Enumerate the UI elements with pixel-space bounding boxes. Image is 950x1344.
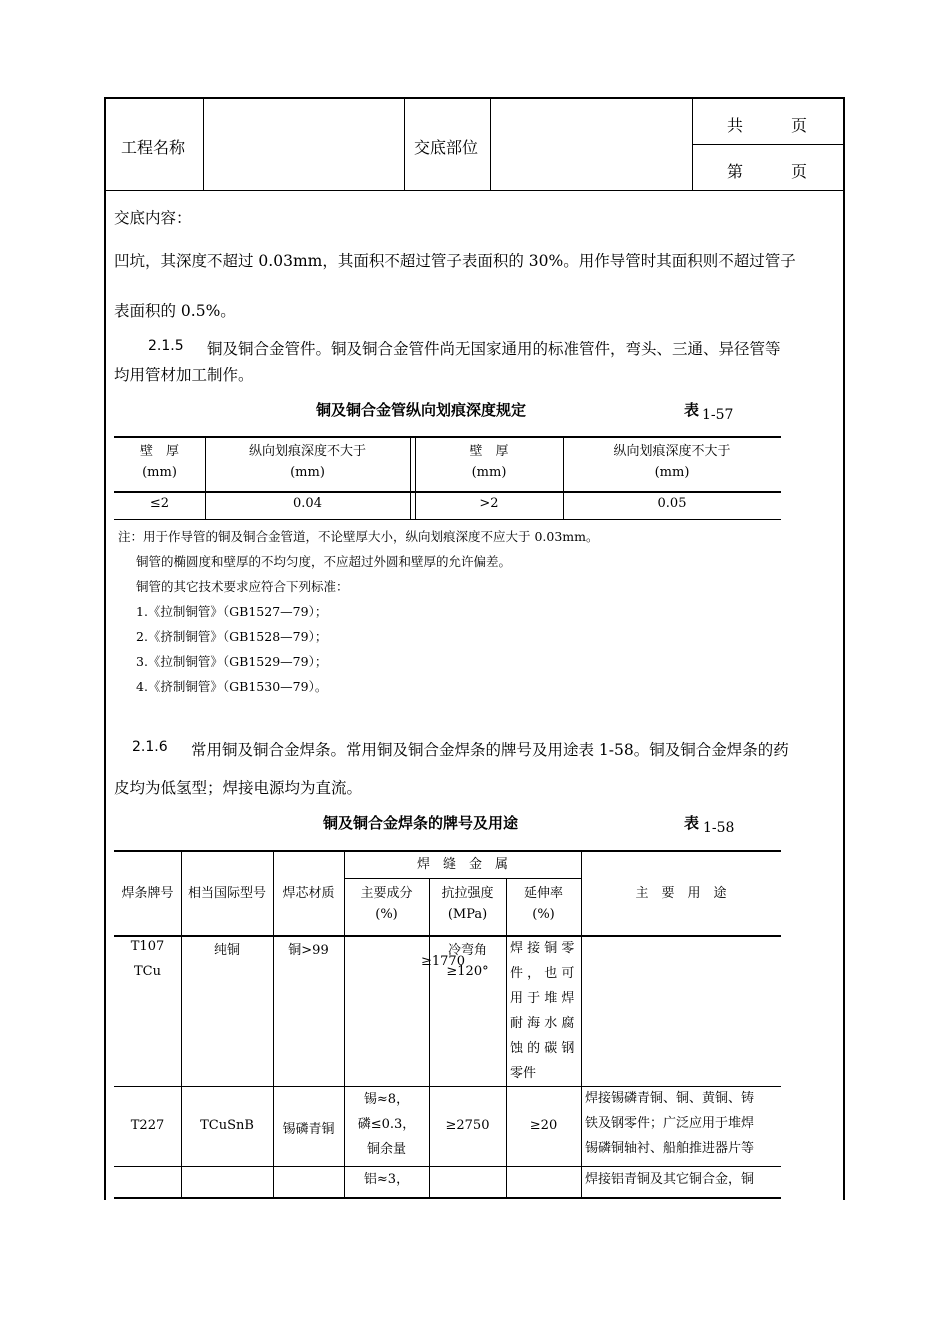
- column-header: 焊芯材质: [282, 886, 335, 901]
- cell-line: 磷≤0.3，: [357, 1117, 416, 1132]
- column-header: 相当国际型号: [187, 886, 266, 901]
- standard-item: 2.《挤制铜管》（GB1528—79）；: [136, 629, 328, 644]
- table-rule: [114, 436, 781, 438]
- column-header: 延伸率: [523, 886, 563, 901]
- column-group-header: 焊 缝 金 属: [416, 857, 508, 872]
- table-number: 1-57: [702, 407, 734, 423]
- cell-line: 蚀 的 碳 钢: [510, 1041, 575, 1056]
- column-header: 主 要 用 途: [635, 886, 727, 901]
- table-note: 注：用于作导管的铜及铜合金管道，不论壁厚大小，纵向划痕深度不应大于 0.03mm。: [118, 529, 599, 544]
- table-rule: [114, 935, 781, 937]
- table-cell: 锡磷青铜: [282, 1122, 335, 1137]
- column-header: 抗拉强度: [441, 886, 494, 901]
- header-divider: [404, 98, 405, 190]
- table-rule: [429, 878, 430, 1198]
- cell-line: 零件: [510, 1066, 537, 1081]
- column-header: 壁 厚: [469, 444, 509, 459]
- table-cell: ≥20: [529, 1118, 558, 1133]
- cell-line: 锡≈8，: [363, 1092, 410, 1107]
- table-cell: 铜>99: [288, 943, 329, 958]
- header-divider: [692, 144, 845, 145]
- paragraph-line: 表面积的 0.5%。: [114, 302, 236, 320]
- header-bottom-line: [105, 190, 845, 191]
- cell-line: 耐 海 水 腐: [510, 1016, 575, 1031]
- table-cell: 冷弯角: [447, 943, 487, 958]
- cell-line: 件 ， 也 可: [510, 966, 575, 981]
- table-cell: T107: [130, 939, 165, 954]
- table-rule: [181, 850, 182, 1198]
- handover-part-label: 交底部位: [414, 138, 479, 157]
- project-name-label: 工程名称: [121, 138, 186, 157]
- table-cell: T227: [130, 1118, 165, 1133]
- column-header: 壁 厚: [139, 444, 179, 459]
- paragraph-line: 皮均为低氢型；焊接电源均为直流。: [114, 779, 363, 797]
- table-cell: ≥1770: [421, 954, 465, 969]
- column-header-unit: (%): [375, 907, 398, 922]
- header-divider: [203, 98, 204, 190]
- page-number: 第 页: [727, 162, 808, 181]
- table-cell: ≥120°: [446, 964, 489, 979]
- table-cell: TCu: [134, 964, 161, 979]
- column-header: 主要成分: [360, 886, 413, 901]
- note-line: 铜管的其它技术要求应符合下列标准：: [136, 579, 349, 594]
- column-header-unit: (mm): [654, 465, 690, 480]
- table-cell: ≤2: [149, 496, 170, 511]
- table-title: 铜及铜合金焊条的牌号及用途: [323, 814, 519, 832]
- cell-line: 用 于 堆 焊: [510, 991, 575, 1006]
- cell-line: 锡磷铜轴衬、船舶推进器片等: [585, 1141, 755, 1156]
- table-rule: [114, 519, 781, 520]
- table-cell: [585, 1086, 781, 1161]
- note-line: 铜管的椭圆度和壁厚的不均匀度，不应超过外圆和壁厚的允许偏差。: [136, 554, 512, 569]
- column-header-unit: (mm): [290, 465, 325, 480]
- table-rule: [506, 878, 507, 1198]
- column-header: 焊条牌号: [121, 886, 174, 901]
- table-rule: [410, 436, 411, 520]
- cell-line: 焊接锡磷青铜、铜、黄铜、铸: [585, 1091, 755, 1106]
- table-label: 表: [684, 814, 700, 832]
- table-rule: [114, 850, 781, 852]
- table-cell: >2: [479, 496, 499, 511]
- column-header-unit: (mm): [471, 465, 507, 480]
- column-header-unit: (mm): [142, 465, 177, 480]
- paragraph-line: 均用管材加工制作。: [114, 366, 254, 384]
- table-cell: 0.05: [657, 496, 687, 511]
- table-cell: 焊接铝青铜及其它铜合金，铜: [585, 1172, 755, 1187]
- content-label: 交底内容：: [114, 209, 192, 227]
- table-rule: [114, 1166, 781, 1167]
- table-cell: TCuSnB: [200, 1118, 254, 1133]
- table-rule: [581, 850, 582, 1198]
- column-header: 纵向划痕深度不大于: [613, 444, 731, 459]
- section-number: 2.1.6: [132, 739, 168, 755]
- table-title: 铜及铜合金管纵向划痕深度规定: [316, 401, 527, 419]
- table-cell: 0.04: [293, 496, 322, 511]
- column-header-unit: (MPa): [447, 907, 488, 922]
- table-cell: [510, 936, 580, 1086]
- table-rule: [273, 850, 274, 1198]
- cell-line: 焊 接 铜 零: [510, 941, 575, 956]
- paragraph-line: 常用铜及铜合金焊条。常用铜及铜合金焊条的牌号及用途表 1-58。铜及铜合金焊条的药: [191, 741, 789, 759]
- standard-item: 1.《拉制铜管》（GB1527—79）；: [136, 604, 328, 619]
- header-divider: [490, 98, 491, 190]
- table-cell: ≥2750: [445, 1118, 490, 1133]
- table-number: 1-58: [703, 820, 735, 836]
- standard-item: 3.《拉制铜管》（GB1529—79）；: [136, 654, 328, 669]
- paragraph-line: 铜及铜合金管件。铜及铜合金管件尚无国家通用的标准管件，弯头、三通、异径管等: [207, 340, 781, 358]
- section-number: 2.1.5: [148, 338, 184, 354]
- column-header-unit: (%): [532, 907, 555, 922]
- paragraph-line: 凹坑，其深度不超过 0.03mm，其面积不超过管子表面积的 30%。用作导管时其面积则不超过管子: [114, 252, 796, 270]
- table-cell: 纯铜: [213, 943, 240, 958]
- cell-line: 铜余量: [366, 1142, 406, 1157]
- table-rule: [344, 878, 581, 879]
- table-cell: [344, 1087, 429, 1162]
- table-rule: [114, 1197, 781, 1199]
- cell-line: 铁及钢零件；广泛应用于堆焊: [585, 1116, 755, 1131]
- standard-item: 4.《挤制铜管》（GB1530—79）。: [136, 679, 328, 694]
- total-pages: 共 页: [727, 116, 808, 135]
- table-cell: 铝≈3，: [363, 1172, 410, 1187]
- table-rule: [114, 491, 781, 493]
- column-header: 纵向划痕深度不大于: [248, 444, 366, 459]
- table-label: 表: [684, 401, 700, 419]
